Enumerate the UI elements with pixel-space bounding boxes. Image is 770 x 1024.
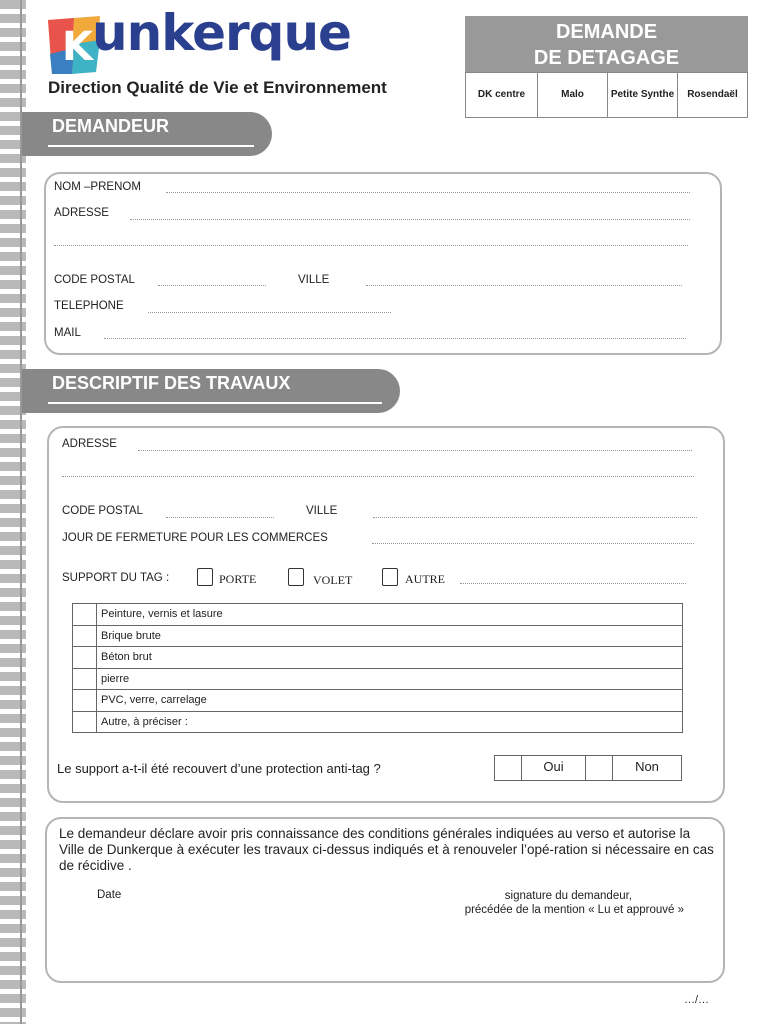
material-label: Peinture, vernis et lasure (97, 604, 683, 626)
section-demandeur-title: DEMANDEUR (52, 116, 169, 136)
input-mail[interactable] (104, 338, 686, 339)
form-title (465, 16, 748, 72)
label-porte: PORTE (219, 572, 257, 586)
input-jour-fermeture[interactable] (372, 543, 694, 544)
quarter-rosendael[interactable]: Rosendaël (687, 89, 738, 100)
input-code-postal-travaux[interactable] (166, 517, 274, 518)
label-adresse-travaux: ADRESSE (62, 438, 117, 450)
form-title-line1: DEMANDE (555, 21, 658, 43)
label-oui: Oui (522, 756, 586, 780)
table-row (73, 647, 683, 669)
logo-text: unkerque (92, 4, 351, 62)
label-ville-travaux: VILLE (306, 505, 338, 517)
checkbox-non[interactable] (586, 756, 613, 780)
checkbox-oui[interactable] (495, 756, 522, 780)
dunkerque-logo (44, 4, 351, 78)
label-support-du-tag: SUPPORT DU TAG : (62, 572, 170, 584)
protection-question: Le support a-t-il été recouvert d’une protection anti-tag ? (57, 761, 381, 776)
signature-block[interactable] (410, 889, 684, 917)
direction-title: Direction Qualité de Vie et Environnement (48, 78, 387, 97)
label-date: Date (97, 889, 122, 901)
label-code-postal-demandeur: CODE POSTAL (54, 274, 135, 286)
material-label: Brique brute (97, 625, 683, 647)
table-row (73, 690, 683, 712)
label-volet: VOLET (313, 573, 353, 587)
material-checkbox[interactable] (73, 711, 97, 733)
checkbox-autre[interactable] (382, 568, 398, 586)
label-jour-fermeture: JOUR DE FERMETURE POUR LES COMMERCES (62, 532, 328, 544)
material-checkbox[interactable] (73, 690, 97, 712)
section-travaux-title: DESCRIPTIF DES TRAVAUX (52, 373, 291, 393)
page-continuation: …/… (684, 994, 710, 1006)
label-autre: AUTRE (405, 572, 445, 586)
checkbox-porte[interactable] (197, 568, 213, 586)
label-mail: MAIL (54, 327, 81, 339)
material-checkbox[interactable] (73, 625, 97, 647)
quarter-dk-centre[interactable]: DK centre (466, 73, 538, 117)
quarter-selector (465, 72, 748, 118)
table-row (73, 711, 683, 733)
section-demandeur-header (22, 112, 272, 156)
material-checkbox[interactable] (73, 668, 97, 690)
table-row (73, 625, 683, 647)
label-nom-prenom: NOM –PRENOM (54, 181, 141, 193)
input-ville-travaux[interactable] (373, 517, 697, 518)
protection-answer (494, 755, 682, 781)
declaration-text: Le demandeur déclare avoir pris connaissance des conditions générales indiquées au verso et autorise la Ville de Dunkerque à exécuter les travaux ci-dessus indiqués et à renouveler l’opé-ration si nécessaire en cas de récidive . (59, 826, 714, 873)
input-autre-precision[interactable] (460, 583, 686, 584)
section-travaux-header (22, 369, 400, 413)
material-label: pierre (97, 668, 683, 690)
material-label: PVC, verre, carrelage (97, 690, 683, 712)
materials-table (72, 603, 683, 733)
form-title-line2: DE DETAGAGE (533, 47, 680, 69)
material-label: Béton brut (97, 647, 683, 669)
quarter-malo[interactable]: Malo (538, 73, 608, 117)
input-nom-prenom[interactable] (166, 192, 690, 193)
input-adresse-travaux[interactable] (138, 450, 692, 451)
input-telephone[interactable] (148, 312, 391, 313)
logo-letter: K (62, 24, 93, 70)
quarter-petite-synthe[interactable]: Petite Synthe (608, 73, 678, 117)
input-code-postal-demandeur[interactable] (158, 285, 266, 286)
checkbox-volet[interactable] (288, 568, 304, 586)
demandeur-panel (44, 172, 722, 355)
signature-mention: précédée de la mention « Lu et approuvé » (464, 904, 684, 916)
material-checkbox[interactable] (73, 604, 97, 626)
label-telephone: TELEPHONE (54, 300, 124, 312)
table-row (73, 668, 683, 690)
material-label: Autre, à préciser : (97, 711, 683, 733)
label-ville-demandeur: VILLE (298, 274, 330, 286)
table-row (73, 604, 683, 626)
label-non: Non (635, 759, 659, 774)
material-checkbox[interactable] (73, 647, 97, 669)
input-adresse-travaux-line2[interactable] (62, 476, 694, 477)
input-ville-demandeur[interactable] (366, 285, 682, 286)
signature-label: signature du demandeur, (504, 890, 632, 902)
label-code-postal-travaux: CODE POSTAL (62, 505, 143, 517)
input-adresse-demandeur-line2[interactable] (54, 245, 688, 246)
label-adresse-demandeur: ADRESSE (54, 207, 109, 219)
input-adresse-demandeur[interactable] (130, 219, 690, 220)
